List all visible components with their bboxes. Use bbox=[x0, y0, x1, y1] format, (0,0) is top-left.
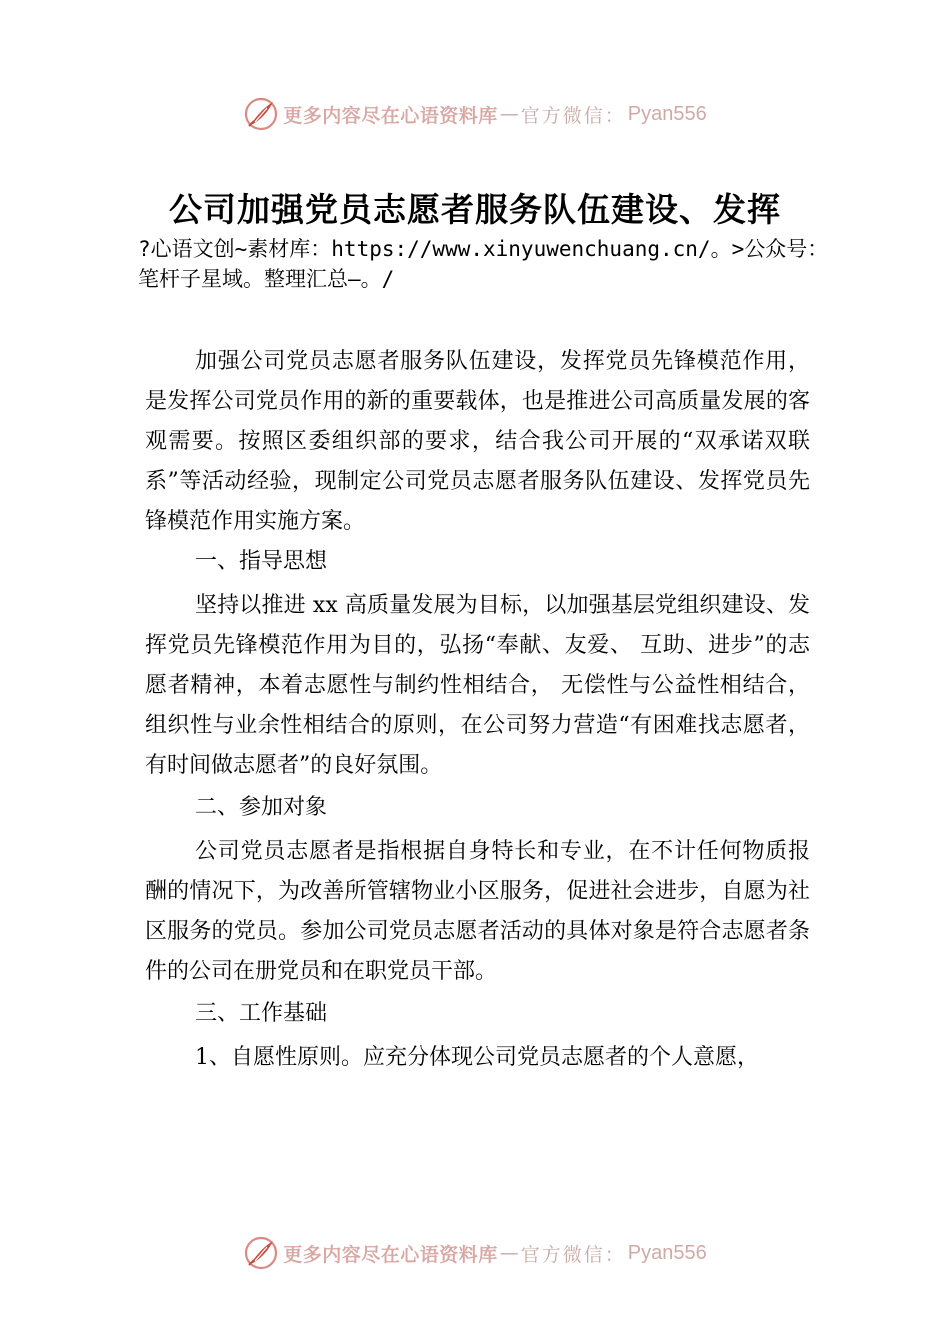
section-heading-work-foundation: 三、工作基础 bbox=[195, 1001, 328, 1026]
section-work-foundation-item-1: 1、自愿性原则。应充分体现公司党员志愿者的个人意愿， bbox=[195, 1045, 759, 1070]
source-line: ?心语文创~素材库：https://www.xinyuwenchuang.cn/。>公众号：笔杆子星域。整理汇总—。/ bbox=[138, 237, 829, 291]
section-participants-paragraph: 公司党员志愿者是指根据自身特长和专业，在不计任何物质报酬的情况下，为改善所管辖物业小区服务，促进社会进步，自愿为社区服务的党员。参加公司党员志愿者活动的具体对象是符合志愿者条件的公司在册党员和在职党员干部。 bbox=[145, 839, 810, 984]
feather-pen-logo-icon bbox=[243, 1235, 279, 1271]
watermark-wechat-id: Pyan556 bbox=[627, 102, 707, 125]
watermark-wechat-label: 官方微信： bbox=[520, 1243, 626, 1266]
section-heading-guiding-ideology: 一、指导思想 bbox=[195, 549, 328, 574]
watermark-wechat-label: 官方微信： bbox=[520, 104, 626, 127]
header-watermark bbox=[0, 94, 950, 134]
watermark-dash: — bbox=[499, 103, 519, 125]
watermark-brand-text: 更多内容尽在心语资料库 bbox=[283, 1243, 498, 1266]
watermark-brand-text: 更多内容尽在心语资料库 bbox=[283, 104, 498, 127]
feather-pen-logo-icon bbox=[243, 96, 279, 132]
section-guiding-ideology-paragraph: 坚持以推进 xx 高质量发展为目标，以加强基层党组织建设、发挥党员先锋模范作用为目的，弘扬“奉献、友爱、 互助、进步”的志愿者精神，本着志愿性与制约性相结合， 无偿性与公益性相结合，组织性与业余性相结合的原则，在公司努力营造“有困难找志愿者，有时间做志愿者”的良好氛围。 bbox=[145, 593, 810, 778]
watermark-wechat-id: Pyan556 bbox=[627, 1241, 707, 1264]
section-heading-participants: 二、参加对象 bbox=[195, 795, 328, 820]
document-title: 公司加强党员志愿者服务队伍建设、发挥 bbox=[169, 190, 781, 229]
intro-paragraph: 加强公司党员志愿者服务队伍建设，发挥党员先锋模范作用，是发挥公司党员作用的新的重要载体，也是推进公司高质量发展的客观需要。按照区委组织部的要求，结合我公司开展的“双承诺双联系”等活动经验，现制定公司党员志愿者服务队伍建设、发挥党员先锋模范作用实施方案。 bbox=[145, 349, 810, 534]
footer-watermark bbox=[0, 1233, 950, 1273]
watermark-dash: — bbox=[499, 1242, 519, 1264]
document-body bbox=[145, 342, 810, 1078]
